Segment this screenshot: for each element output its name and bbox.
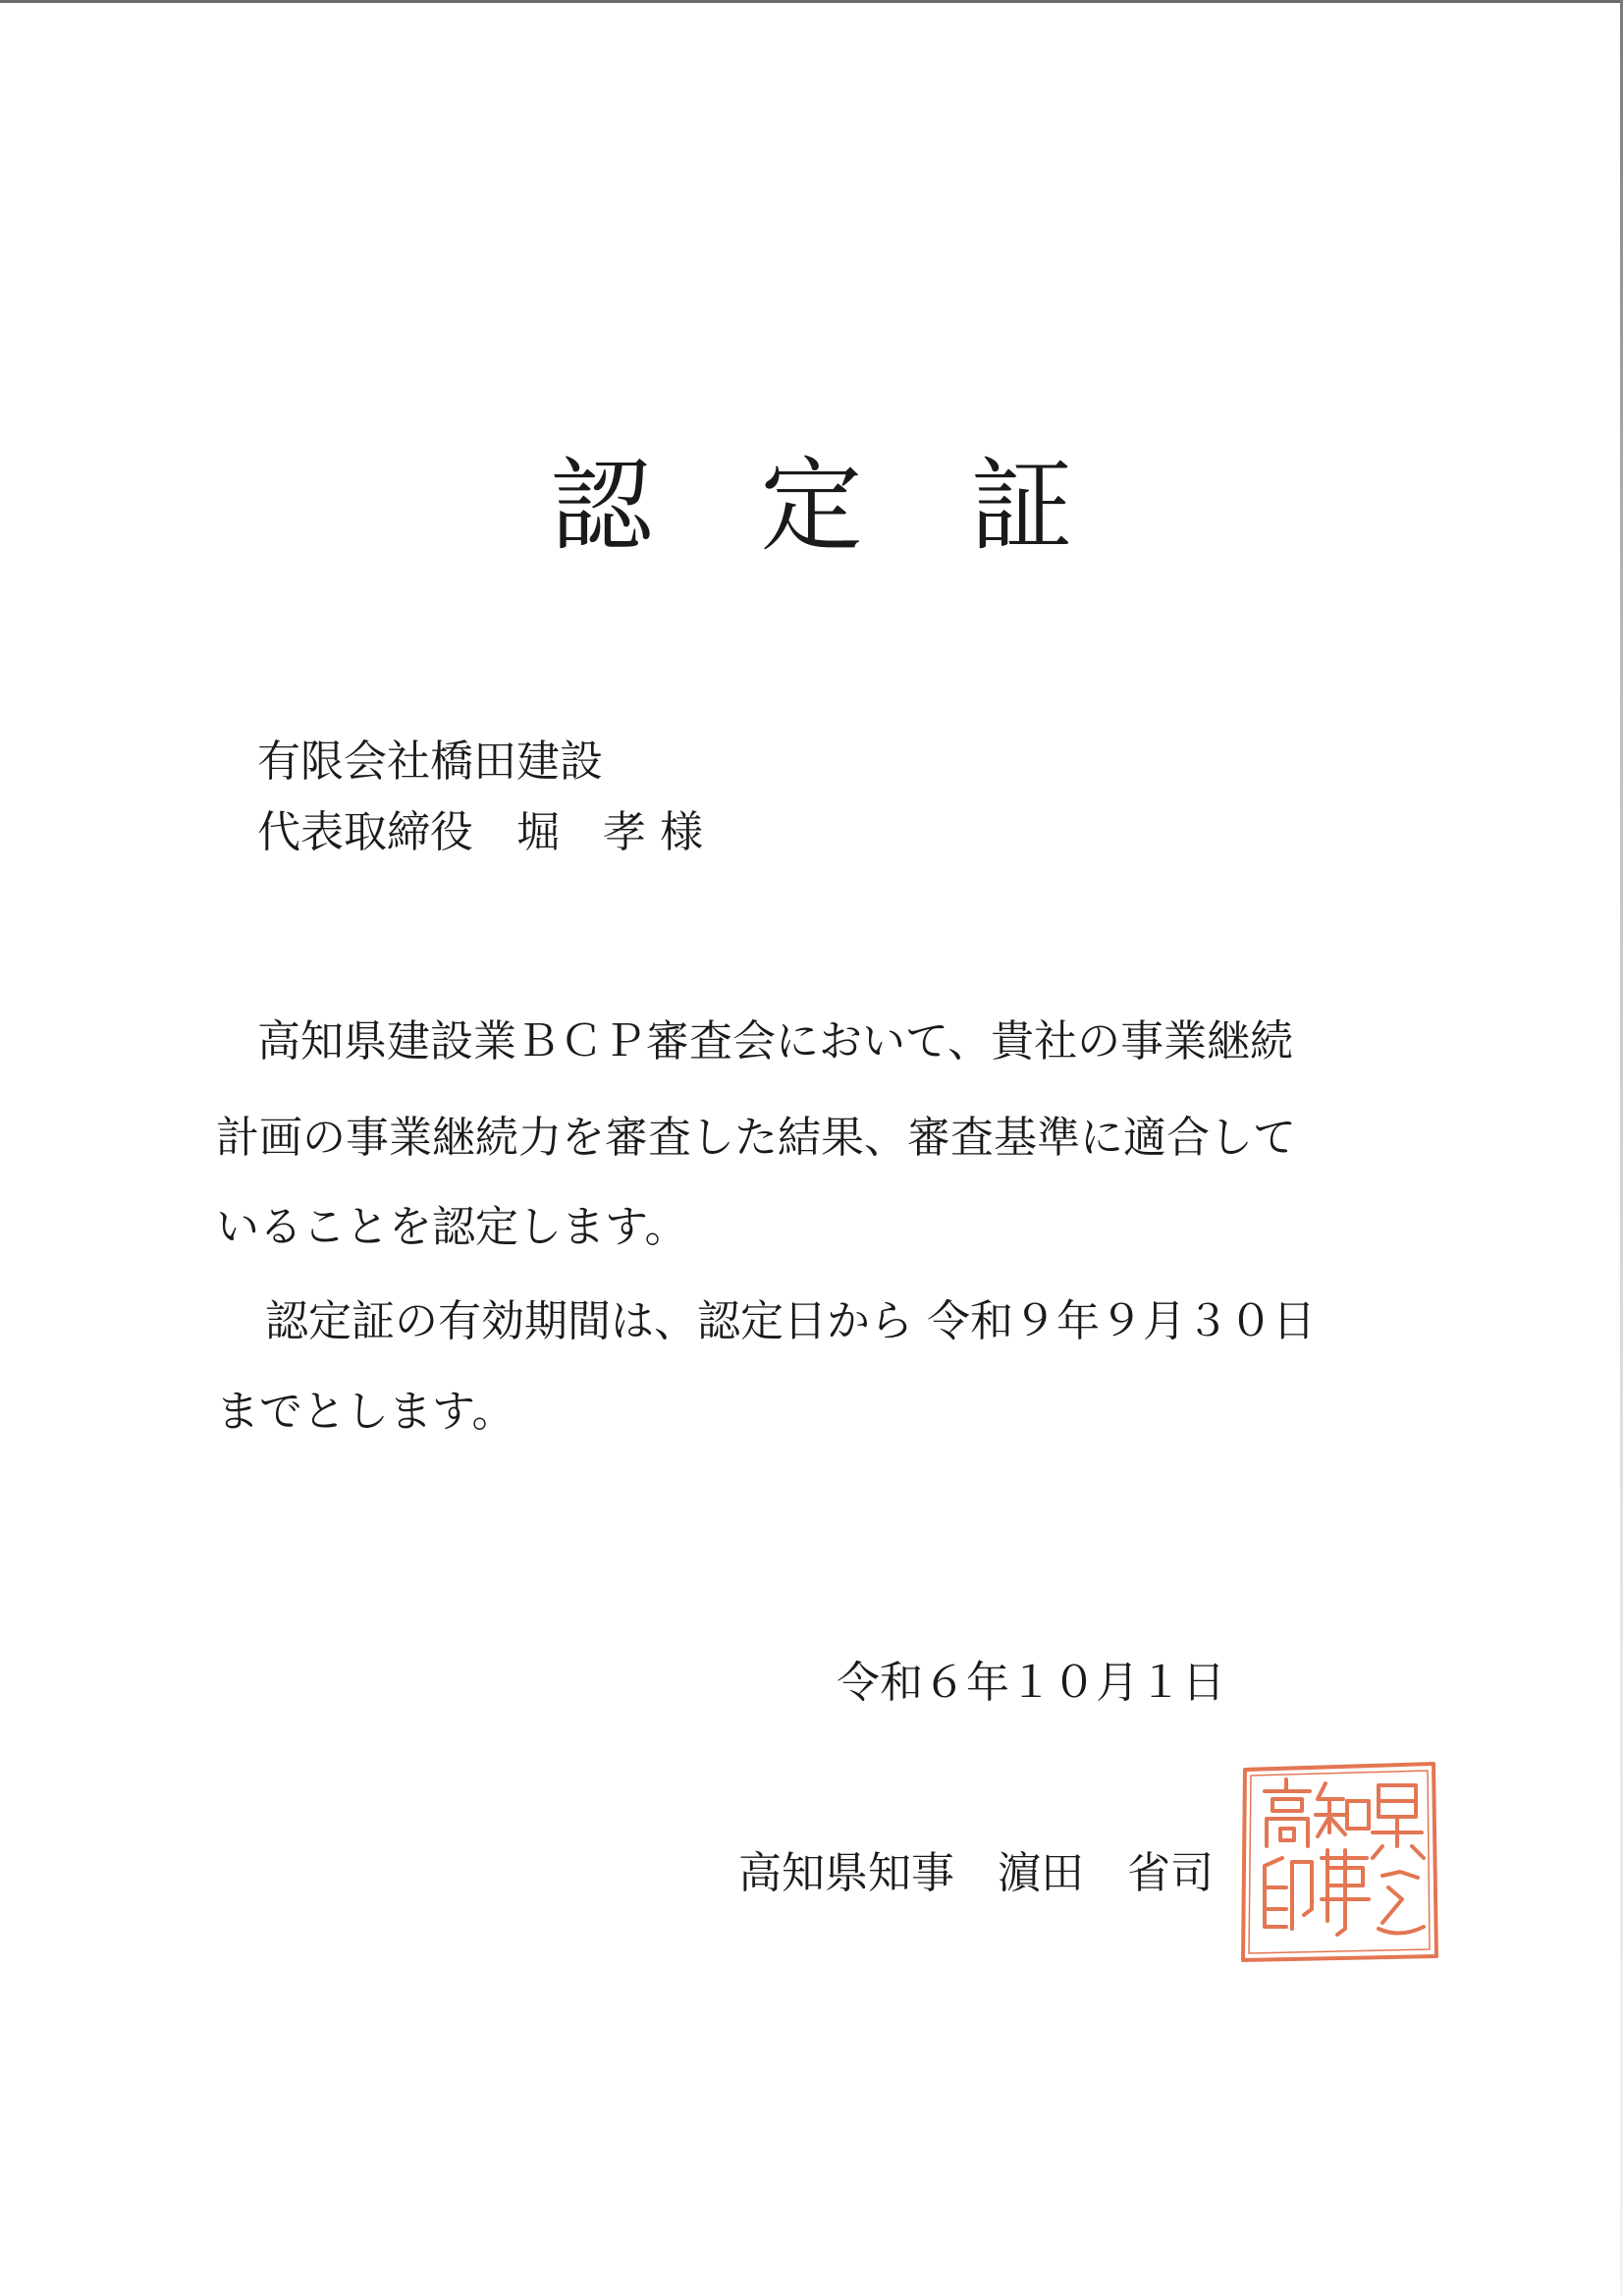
scan-edge-top	[0, 0, 1623, 3]
body-line-3: いることを認定します。	[216, 1202, 688, 1252]
certificate-title: 認定証	[550, 445, 1181, 566]
recipient-person: 代表取締役 堀 孝 様	[257, 807, 703, 857]
body-line-4: 認定証の有効期間は、認定日から 令和９年９月３０日	[265, 1296, 1316, 1346]
body-line-5: までとします。	[216, 1387, 515, 1437]
official-seal-icon	[1235, 1756, 1443, 1968]
recipient-company: 有限会社橋田建設	[257, 737, 603, 787]
issue-date: 令和６年１０月１日	[837, 1658, 1225, 1708]
body-line-1: 高知県建設業ＢＣＰ審査会において、貴社の事業継続	[257, 1016, 1294, 1066]
body-line-2: 計画の事業継続力を審査した結果、審査基準に適合して	[216, 1113, 1296, 1163]
signer-name: 高知県知事 濵田 省司	[738, 1848, 1214, 1898]
